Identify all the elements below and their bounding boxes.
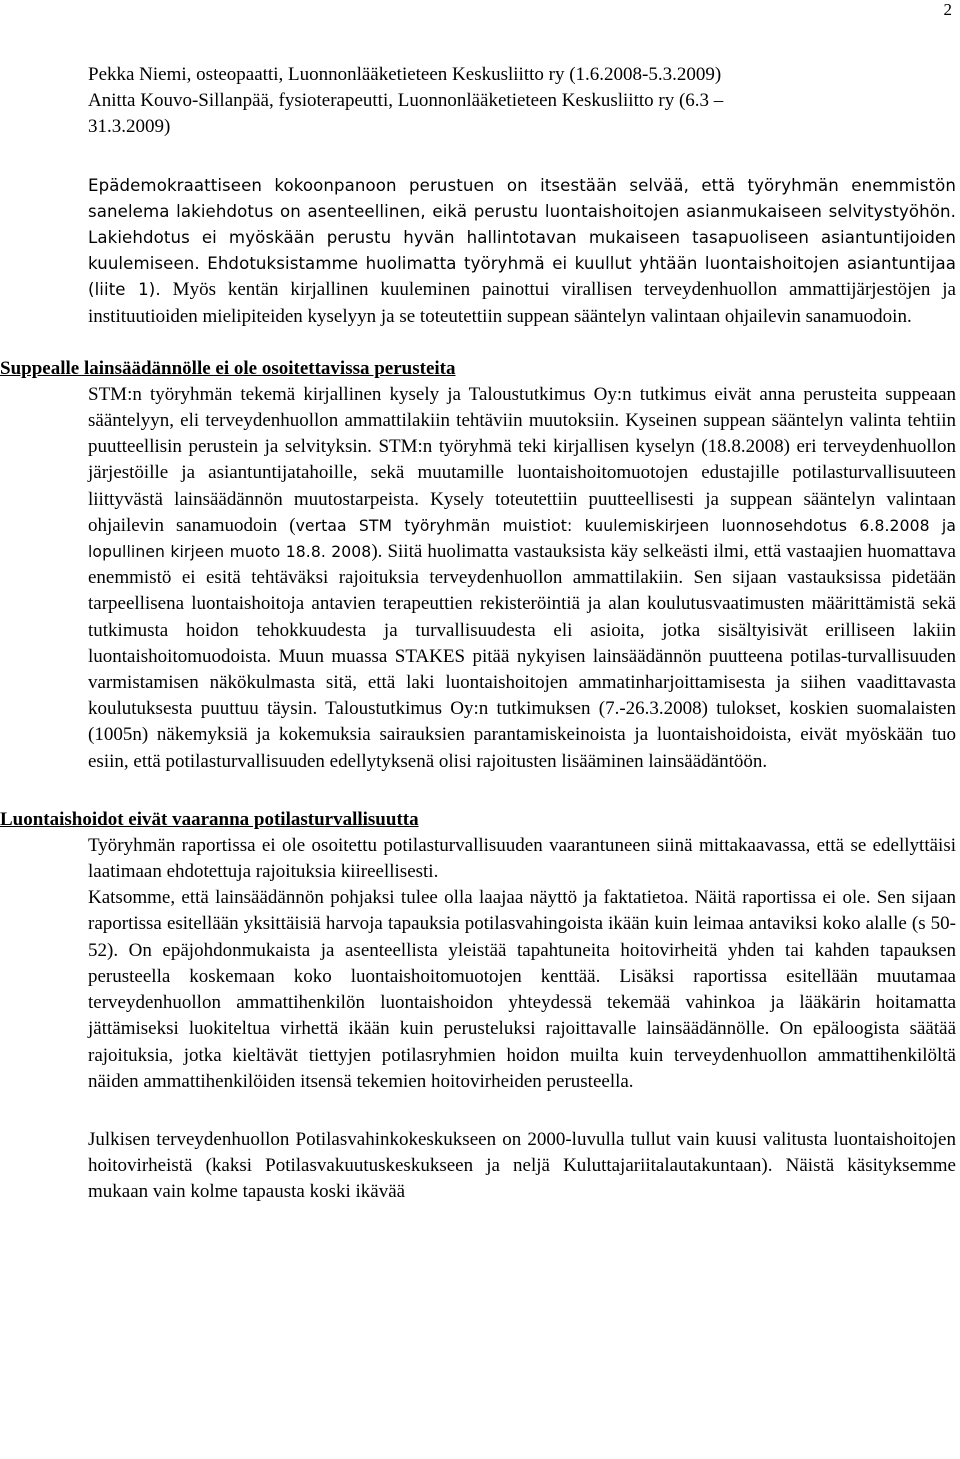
page-number: 2 xyxy=(943,0,952,19)
section1-reference-text: vertaa STM työryhmän muistiot: kuulemiskirjeen luonnosehdotus 6.8.2008 ja lopullinen kirjeen muoto 18.8. 2008 xyxy=(88,516,956,562)
section1-text-continued: ). Siitä huolimatta vastauksista käy selkeästi ilmi, että vastaajien huomattava enemmistö ei esitä tehtäväksi rajoituksia terveydenhuollon ammattilakiin. Sen sijaan vastauksissa pidetään tarpeellisena luontaishoitoja antavien terapeuttien rekisteröintiä ja alan koulutusvaatimusten määrittämistä sekä tutkimusta hoidon tehokkuudesta ja turvallisuudesta eli asioita, jotka sisältyisivät erilliseen lakiin luontaishoitomuodoista. Muun muassa STAKES pitää nykyisen lainsäädännön puutteena potilas-turvallisuuden varmistamisen näkökulmasta sitä, että laki luontaishoitojen ammatinharjoittamisesta ja siihen vaadittavasta koulutuksesta puuttuu täysin. Taloustutkimus Oy:n tutkimuksen (7.-26.3.2008) tulokset, koskien suomalaisten (1005n) näkemyksiä ja kokemuksia sairauksien parantamiskeinoista ja luontaishoidoista, eivät myöskään tuo esiin, että potilasturvallisuuden edellytyksenä olisi rajoitusten lisääminen lainsäädäntöön. xyxy=(88,541,956,772)
intro-paragraph xyxy=(88,173,956,330)
section-patient-safety xyxy=(88,833,956,1206)
section2-para3-text-b: Näistä käsityksemme mukaan vain kolme tapausta koski ikävää xyxy=(88,1155,956,1203)
author-line: 31.3.2009) xyxy=(88,116,171,138)
section2-paragraph-2 xyxy=(88,885,956,1095)
document-body xyxy=(0,62,956,1206)
section2-para2-text: Katsomme, että lainsäädännön pohjaksi tulee olla laajaa näyttö ja faktatietoa. xyxy=(88,887,689,909)
section2-paragraph-1: Työryhmän raportissa ei ole osoitettu potilasturvallisuuden vaarantuneen siinä mittakaavassa, että se edellyttäisi laatimaan ehdotettuja rajoituksia kiireellisesti. xyxy=(88,834,956,883)
section1-text: STM:n työryhmän tekemä kirjallinen kysely ja Taloustutkimus Oy:n tutkimus eivät anna perusteita suppeaan sääntelyyn, eli terveydenhuollon ammattilakiin tehtäviin muutoksiin. Kyseinen suppean sääntelyn valinta tehtiin puutteellisin perustein ja selvityksin. STM:n työryhmä teki kirjallisen kyselyn (18.8.2008) eri terveydenhuollon järjestöille ja asiantuntijatahoille, sekä muutamille luontaishoitomuotojen edustajille potilasturvallisuuteen liittyvästä lainsäädännön muutostarpeista. Kysely toteutettiin puutteellisesti ja suppean sääntelyn valintaan ohjailevin sanamuodoin ( xyxy=(88,383,956,536)
section-heading-restrictive-legislation: Suppealle lainsäädännölle ei ole osoitettavissa perusteita xyxy=(0,357,456,379)
author-line: Anitta Kouvo-Sillanpää, fysioterapeutti, Luonnonlääketieteen Keskusliitto ry (6.3 – xyxy=(88,90,724,112)
section-restrictive-legislation xyxy=(88,382,956,775)
section2-para2-text-c: On epäloogista säätää rajoituksia, jotka kieltävät tiettyjen potilasryhmien hoidon muilta kuin terveydenhuollon ammattihenkilöltä näiden ammattihenkilöiden itsensä tekemien hoitovirheiden perusteella. xyxy=(88,1018,957,1092)
section2-para3-text: Julkisen terveydenhuollon Potilasvahinkokeskukseen on 2000-luvulla tullut vain kuusi valitusta luontaishoitojen hoitovirheistä (kaksi Potilasvakuutuskeskukseen ja neljä Kuluttajariitalautakuntaan). xyxy=(88,1128,956,1177)
intro-text: Myös kentän kirjallinen kuuleminen painottui virallisen terveydenhuollon ammattijärjestöjen ja instituutioiden mielipiteiden kyselyyn ja se toteutettiin suppean sääntelyn valintaan ohjailevin sanamuodoin. xyxy=(88,279,956,327)
section2-para2-text-b: Näitä raportissa ei ole. Sen sijaan raportissa esitellään yksittäisiä harvoja tapauksia potilasvahingoista ikään kuin leimaa antaviksi koko alalle (s 50-52). On epäjohdonmukaista ja asenteellista yleistää tapahtuneita hoitovirheitä yhden tai kahden tapauksen perusteella koskemaan koko luontaishoitomuotojen kenttää. Lisäksi raportissa esitellään muutamaa terveydenhuollon ammattihenkilön luontaishoidon yhteydessä tekemää vahinkoa ja lääkärin hoitamatta jättämiseksi luokiteltua virhettä ikään kuin perusteluksi rajoittavalle lainsäädännölle. xyxy=(88,887,956,1040)
author-line: Pekka Niemi, osteopaatti, Luonnonlääketieteen Keskusliitto ry (1.6.2008-5.3.2009) xyxy=(88,64,722,85)
section1-paragraph xyxy=(88,382,956,775)
author-list xyxy=(88,62,956,141)
section-heading-patient-safety: Luontaishoidot eivät vaaranna potilasturvallisuutta xyxy=(0,808,419,830)
section2-paragraph-3 xyxy=(88,1127,956,1206)
intro-section xyxy=(88,173,956,330)
intro-text-sans: Epädemokraattiseen kokoonpanoon perustuen on itsestään selvää, että työryhmän enemmistön sanelema lakiehdotus on asenteellinen, eikä perustu luontaishoitojen asianmukaiseen selvitystyöhön. Lakiehdotus ei myöskään perustu hyvän hallintotavan mukaiseen tasapuoliseen asiantuntijoiden kuulemiseen. Ehdotuksistamme huolimatta työryhmä ei kuullut yhtään luontaishoitojen asiantuntijaa (liite 1). xyxy=(88,175,956,300)
